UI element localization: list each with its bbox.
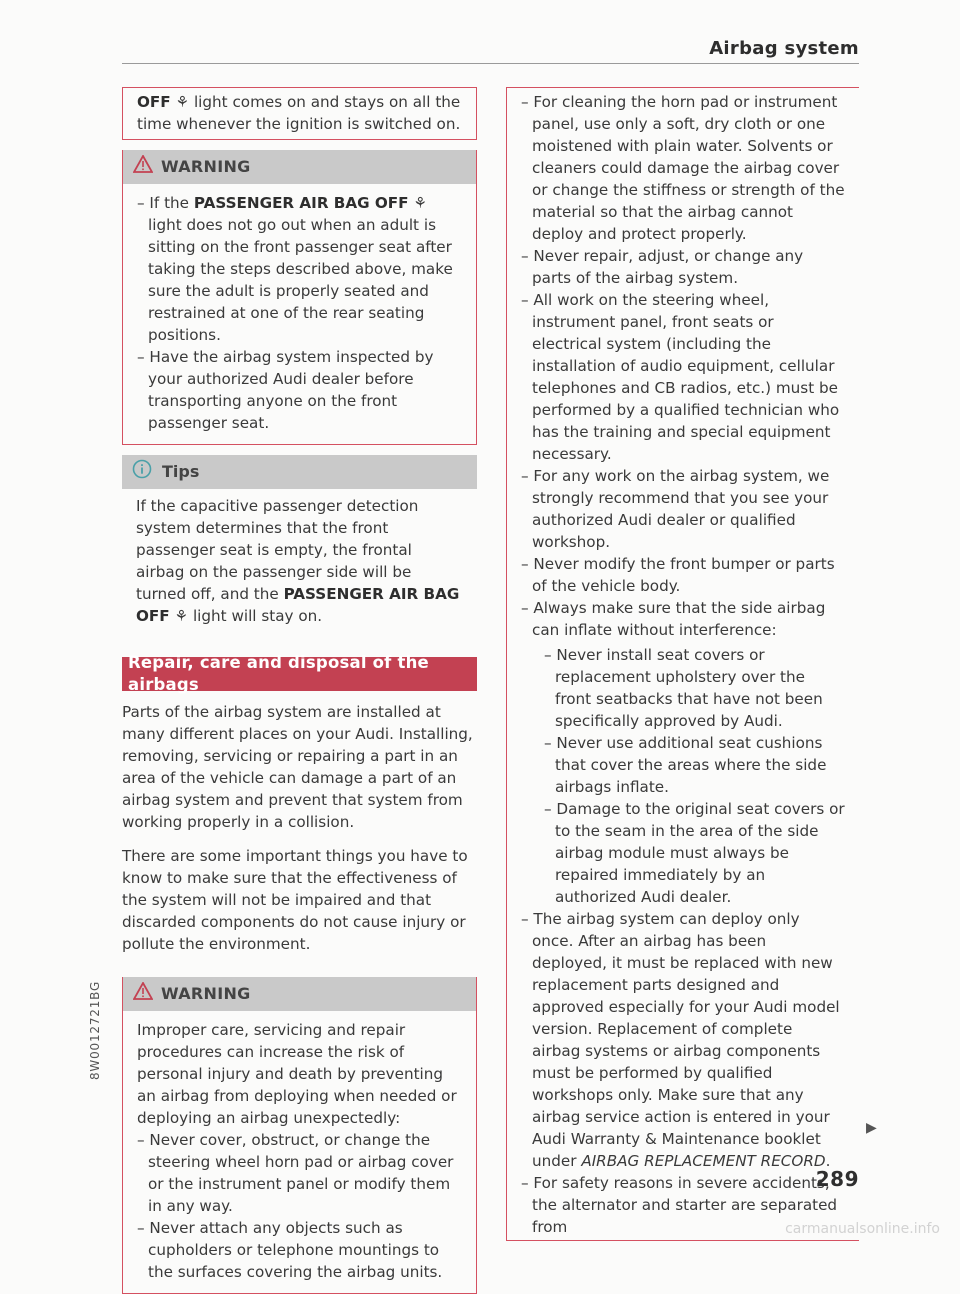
warning-header (123, 150, 476, 184)
warning-subitem: – Damage to the original seat covers or to the seam in the area of the side airbag module must always be repaired immediately by an authorized Audi dealer. (544, 800, 845, 906)
info-icon (132, 459, 152, 485)
tips-body: If the capacitive passenger detection system determines that the front passenger seat is empty, the frontal airbag on the passenger side will be turned off, and the PASSENGER AIR BAG OFF ⚘ light will stay on. (136, 497, 460, 625)
right-column (506, 87, 859, 1241)
section-heading: Repair, care and disposal of the airbags (122, 657, 477, 691)
header-divider (122, 63, 859, 64)
warning-subitem: – Never use additional seat cushions that cover the areas where the side airbags inflate. (544, 734, 827, 796)
warning-item: – Never cover, obstruct, or change the steering wheel horn pad or airbag cover or the instrument panel or modify them in any way. (137, 1131, 454, 1215)
warning-body (123, 1011, 476, 1293)
warning-continued-box (506, 87, 859, 1241)
passenger-airbag-icon: ⚘ (175, 93, 190, 111)
tips-header (122, 455, 477, 489)
airbag-off-light-box (122, 87, 477, 140)
warning-intro: Improper care, servicing and repair procedures can increase the risk of personal injury and death by preventing an airbag from deploying when needed or deploying an airbag unexpectedly: (137, 1021, 457, 1127)
warning-item: – Have the airbag system inspected by your authorized Audi dealer before transporting anyone on the front passenger seat. (137, 348, 434, 432)
warning-body (123, 184, 476, 444)
document-code: 8W0012721BG (88, 980, 102, 1080)
tips-box (122, 455, 477, 637)
warning-header (123, 977, 476, 1011)
passenger-airbag-icon: ⚘ (174, 607, 189, 625)
section-paragraph: Parts of the airbag system are installed at many different places on your Audi. Installing, removing, servicing or repairing a part in an area of the vehicle can damage a part of an airbag system and prevent that system from working properly in a collision. (122, 703, 473, 831)
warning-box-1 (122, 150, 477, 445)
left-column (122, 87, 477, 1294)
watermark: carmanualsonline.info (785, 1221, 940, 1237)
warning-item: – For any work on the airbag system, we strongly recommend that you see your authorized Audi dealer or qualified workshop. (521, 467, 830, 551)
warning-item: – If the PASSENGER AIR BAG OFF ⚘ light does not go out when an adult is sitting on the front passenger seat after taking the steps described above, make sure the adult is properly seated and restrained at one of the rear seating positions. (137, 194, 453, 344)
warning-item: – Always make sure that the side airbag can inflate without interference: (521, 599, 826, 639)
warning-item: – For cleaning the horn pad or instrument panel, use only a soft, dry cloth or one moistened with plain water. Solvents or cleaners could damage the airbag cover or change the stiffness or strength of the material so that the airbag cannot deploy and protect properly. (521, 93, 845, 243)
warning-item: – Never repair, adjust, or change any parts of the airbag system. (521, 247, 804, 287)
tips-title: Tips (162, 462, 200, 481)
warning-subitem: – Never install seat covers or replacement upholstery over the front seatbacks that have not been specifically approved by Audi. (544, 646, 823, 730)
passenger-airbag-icon: ⚘ (413, 194, 428, 212)
warning-triangle-icon (133, 155, 153, 179)
airbag-off-light-text: OFF ⚘ light comes on and stays on all the time whenever the ignition is switched on. (137, 93, 461, 133)
warning-triangle-icon (133, 982, 153, 1006)
page-header-title: Airbag system (709, 38, 859, 59)
warning-item: – The airbag system can deploy only once. After an airbag has been deployed, it must be replaced with new replacement parts designed and approved especially for your Audi model version. Replacement of complete airbag systems or airbag components must be performed by qualified workshops only. Make sure that any airbag service action is entered in your Audi Warranty & Maintenance booklet under AIRBAG REPLACEMENT RECORD. (521, 910, 840, 1170)
warning-box-2 (122, 977, 477, 1294)
warning-title: WARNING (161, 157, 251, 176)
continue-arrow-icon: ▶ (866, 1120, 877, 1136)
section-paragraph: There are some important things you have to know to make sure that the effectiveness of the system will not be impaired and that discarded components do not cause injury or pollute the environment. (122, 847, 468, 953)
warning-item: – All work on the steering wheel, instrument panel, front seats or electrical system (including the installation of audio equipment, cellular telephones and CB radios, etc.) must be performed by a qualified technician who has the training and special equipment necessary. (521, 291, 840, 463)
warning-item: – Never modify the front bumper or parts of the vehicle body. (521, 555, 835, 595)
page-number: 289 (815, 1167, 859, 1191)
warning-item: – Never attach any objects such as cupholders or telephone mountings to the surfaces covering the airbag units. (137, 1219, 443, 1281)
warning-title: WARNING (161, 984, 251, 1003)
warning-item: – For safety reasons in severe accidents, the alternator and starter are separated from (521, 1174, 838, 1236)
